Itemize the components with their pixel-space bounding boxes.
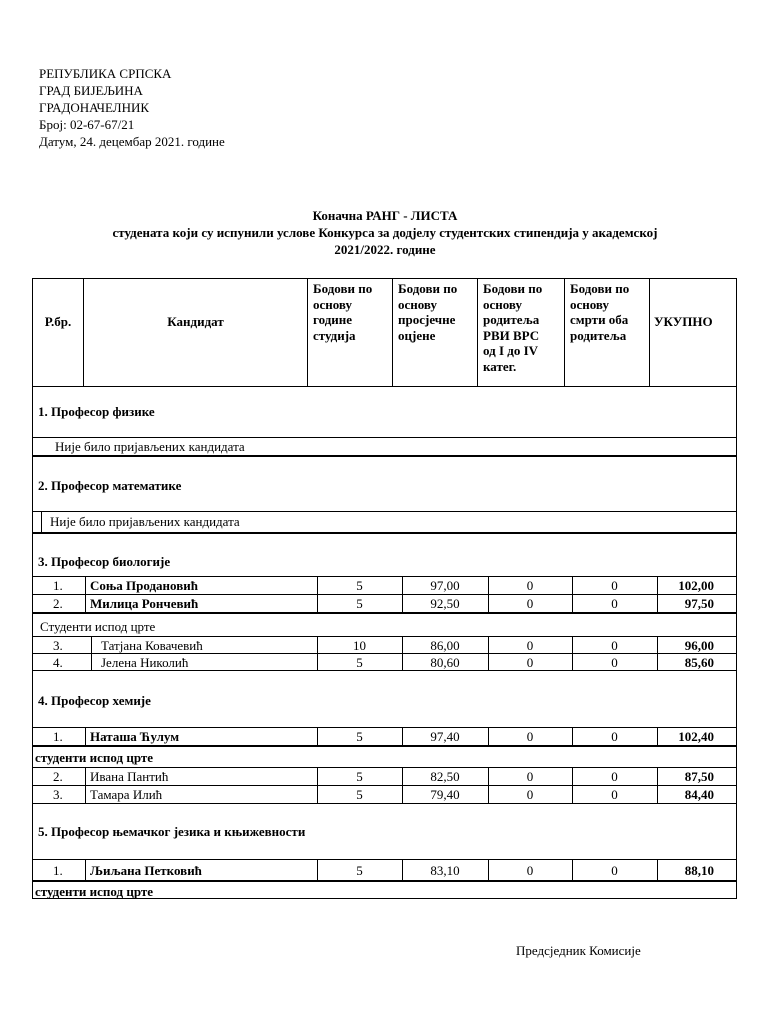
- candidate-name: Соња Продановић: [90, 578, 198, 593]
- header-mayor: ГРАДОНАЧЕЛНИК: [39, 100, 150, 115]
- points-study-year: 5: [356, 787, 363, 802]
- candidate-name: Татјана Ковачевић: [101, 637, 203, 653]
- title-line-3: 2021/2022. године: [334, 242, 436, 257]
- table-row: [33, 859, 736, 880]
- points-average: 79,40: [430, 787, 460, 802]
- points-study-year: 5: [356, 596, 363, 611]
- header-republic: РЕПУБЛИКА СРПСКА: [39, 66, 172, 81]
- points-deceased-parents: 0: [611, 769, 618, 784]
- points-average: 82,50: [430, 769, 460, 784]
- header-veteran-parent: Бодови по основу родитеља РВИ ВРС од I до IV катег.: [483, 281, 543, 374]
- table-row: [33, 653, 736, 670]
- points-veteran-parent: 0: [526, 787, 534, 802]
- points-study-year: 5: [356, 654, 363, 670]
- header-rbr: Р.бр.: [44, 314, 72, 329]
- total-points: 102,00: [678, 578, 714, 593]
- candidate-name: Ивана Пантић: [90, 769, 169, 784]
- row-number: 1.: [53, 729, 63, 744]
- points-veteran-parent: 0: [526, 769, 534, 784]
- no-candidates-note: Није било пријављених кандидата: [50, 514, 240, 529]
- row-number: 2.: [53, 596, 63, 611]
- header-date: Датум, 24. децембар 2021. године: [39, 134, 225, 149]
- document-title: [32, 207, 738, 258]
- section-math: 2. Професор математике: [38, 478, 182, 493]
- total-points: 96,00: [684, 637, 714, 653]
- row-number: 2.: [53, 769, 63, 784]
- below-line-label: Студенти испод црте: [40, 619, 156, 634]
- points-deceased-parents: 0: [611, 729, 618, 744]
- title-line-1: Коначна РАНГ - ЛИСТА: [312, 208, 458, 223]
- points-average: 80,60: [430, 654, 460, 670]
- total-points: 102,40: [678, 729, 714, 744]
- points-veteran-parent: 0: [526, 637, 534, 653]
- header-study-year: Бодови по основу године студија: [313, 281, 373, 343]
- document-header: [39, 65, 225, 150]
- section-chemistry: 4. Професор хемије: [38, 693, 151, 708]
- points-veteran-parent: 0: [526, 578, 534, 593]
- commission-president-signature: Предсједник Комисије: [516, 943, 641, 958]
- points-study-year: 5: [356, 729, 363, 744]
- points-deceased-parents: 0: [611, 654, 618, 670]
- section-biology: 3. Професор биологије: [38, 554, 171, 569]
- points-average: 86,00: [430, 637, 460, 653]
- points-veteran-parent: 0: [526, 654, 534, 670]
- points-study-year: 5: [356, 769, 363, 784]
- table-row: [33, 727, 736, 745]
- points-deceased-parents: 0: [611, 596, 618, 611]
- candidate-name: Милица Рончевић: [90, 596, 199, 611]
- ranking-table: [32, 278, 737, 899]
- candidate-name: Тамара Илић: [90, 787, 163, 802]
- points-veteran-parent: 0: [526, 862, 534, 878]
- candidate-name: Јелена Николић: [101, 654, 189, 670]
- points-veteran-parent: 0: [526, 729, 534, 744]
- header-city: ГРАД БИЈЕЉИНА: [39, 83, 143, 98]
- total-points: 85,60: [684, 654, 714, 670]
- header-average-grade: Бодови по основу просјечне оцјене: [398, 281, 458, 343]
- table-row: [33, 785, 736, 803]
- section-physics: 1. Професор физике: [38, 404, 155, 419]
- candidate-name: Љиљана Петковић: [90, 862, 202, 878]
- points-average: 97,00: [430, 578, 460, 593]
- table-row: [33, 636, 736, 653]
- candidate-name: Наташа Ћулум: [90, 729, 180, 744]
- section-german: 5. Професор њемачког језика и књижевности: [38, 824, 306, 839]
- points-study-year: 10: [353, 637, 366, 653]
- row-number: 1.: [53, 578, 63, 593]
- total-points: 87,50: [684, 769, 714, 784]
- points-deceased-parents: 0: [611, 578, 618, 593]
- header-total: УКУПНО: [654, 314, 713, 329]
- points-study-year: 5: [356, 862, 363, 878]
- total-points: 84,40: [684, 787, 714, 802]
- points-average: 97,40: [430, 729, 460, 744]
- title-line-2: студената који су испунили услове Конкурса за додјелу студентских стипендија у академској: [112, 225, 658, 240]
- table-row: [33, 594, 736, 612]
- points-deceased-parents: 0: [611, 787, 618, 802]
- points-study-year: 5: [356, 578, 363, 593]
- below-line-label: студенти испод црте: [35, 750, 154, 765]
- table-row: [33, 576, 736, 594]
- points-average: 92,50: [430, 596, 460, 611]
- row-number: 3.: [53, 787, 63, 802]
- table-row: [33, 767, 736, 785]
- below-line-label: студенти испод црте: [35, 884, 154, 899]
- no-candidates-note: Није било пријављених кандидата: [55, 439, 245, 454]
- points-veteran-parent: 0: [526, 596, 534, 611]
- points-deceased-parents: 0: [611, 862, 618, 878]
- header-deceased-parents: Бодови по основу смрти оба родитеља: [570, 281, 630, 343]
- row-number: 3.: [53, 637, 63, 653]
- total-points: 97,50: [684, 596, 714, 611]
- row-number: 1.: [53, 862, 63, 878]
- header-candidate: Кандидат: [167, 314, 224, 329]
- header-number: Број: 02-67-67/21: [39, 117, 135, 132]
- row-number: 4.: [53, 654, 63, 670]
- points-average: 83,10: [430, 862, 460, 878]
- total-points: 88,10: [684, 862, 714, 878]
- points-deceased-parents: 0: [611, 637, 618, 653]
